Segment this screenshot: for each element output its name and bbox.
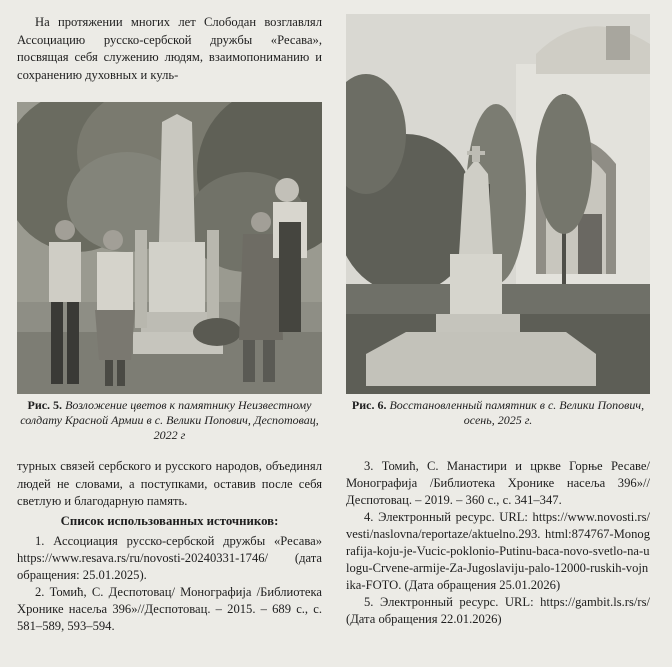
figure-5-label: Рис. 5. (27, 398, 63, 412)
left-continuation-paragraph (17, 458, 322, 511)
reference-item: 2. Томић, С. Деспотовац/ Монографија /Библиотека Хронике насеља 396»//Деспотовац. – 2015. – 689 с., с. 581–589, 593–594. (17, 585, 322, 633)
reference-item: 1. Ассоциация русско-сербской дружбы «Ресава» https://www.resava.rs/ru/novosti-20240331-1746/ (дата обращения: 25.01.2025). (17, 534, 322, 582)
figure-6-photo (346, 14, 650, 394)
reference-item: 4. Электронный ресурс. URL: https://www.novosti.rs/vesti/naslovna/reportaze/aktuelno.293. html:874767-Monografija-koju-je-Vucic-poklonio-Putinu-baca-novo-svetlo-na-ulogu-Crvene-armije-Za-Jugoslaviju-palo-12000-ruskih-vojnika-FOTO. (Дата обращения 25.01.2026) (346, 510, 650, 592)
continuation-text: турных связей сербского и русского народов, объединял людей не словами, а поступками, оставив после себя светлую и благодарную память. (17, 459, 322, 508)
figure-5-caption (17, 398, 322, 443)
figure-5-photo (17, 102, 322, 394)
reference-item: 3. Томић, С. Манастири и цркве Горње Ресаве/ Монографија /Библиотека Хронике насеља 396»//Деспотовац. – 2019. – 360 с., с. 341–347. (346, 459, 650, 507)
figure-6-caption (346, 398, 650, 428)
figure-5-caption-text: Возложение цветов к памятнику Неизвестному солдату Красной Армии в с. Велики Попович, Деспотовац, 2022 г (20, 398, 319, 442)
reference-item: 5. Электронный ресурс. URL: https://gambit.ls.rs/rs/ (Дата обращения 22.01.2026) (346, 595, 650, 626)
intro-text: На протяжении многих лет Слободан возглавлял Ассоциацию русско-сербской дружбы «Ресава», посвящая себя служению людям, взаимопониманию и сохранению духовных и куль- (17, 15, 322, 82)
references-right (346, 458, 650, 628)
references-heading: Список использованных источников: (60, 514, 279, 528)
references-heading-block (17, 514, 322, 529)
figure-6-caption-text: Восстановленный памятник в с. Велики Попович, осень, 2025 г. (389, 398, 645, 427)
left-intro-paragraph (17, 14, 322, 84)
figure-6-label: Рис. 6. (351, 398, 387, 412)
references-left (17, 533, 322, 635)
